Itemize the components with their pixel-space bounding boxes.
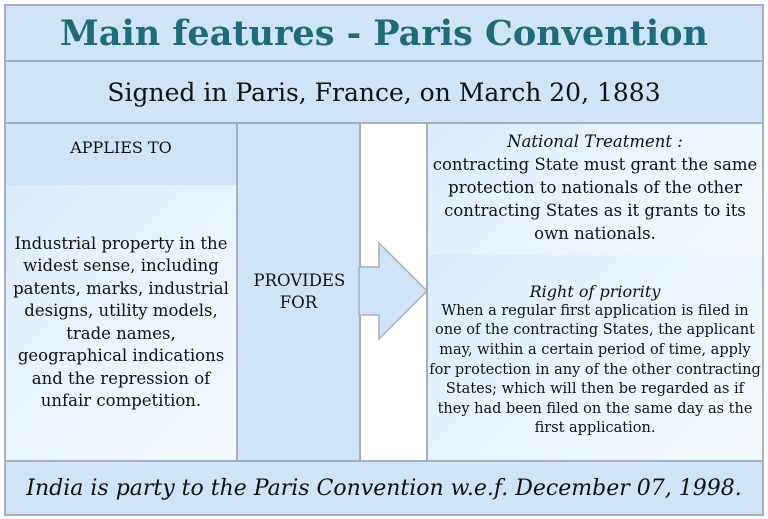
arrow-icon [358, 240, 430, 344]
right-of-priority-panel [426, 255, 764, 462]
provides-for-text: PROVIDES FOR [253, 271, 346, 312]
applies-to-body [4, 185, 238, 462]
footer-note: India is party to the Paris Convention w.e.f. December 07, 1998. [4, 460, 764, 516]
applies-to-text: Industrial property in the widest sense, including patents, marks, industrial designs, utility models, trade names, geographical indications and the repression of unfair competition. [13, 233, 229, 410]
national-treatment-heading: National Treatment : [507, 132, 683, 151]
national-treatment-body: contracting State must grant the same protection to nationals of the other contracting States as it grants to its own nationals. [432, 155, 758, 243]
right-of-priority-heading: Right of priority [529, 282, 661, 302]
signing-info: Signed in Paris, France, on March 20, 1883 [4, 60, 764, 124]
page-title: Main features - Paris Convention [4, 4, 764, 62]
national-treatment-panel [426, 122, 764, 256]
applies-to-heading: APPLIES TO [4, 122, 238, 186]
right-of-priority-body: When a regular first application is filed in one of the contracting States, the applicant may, within a certain period of time, apply for protection in any of the other contracting States; which will then be regarded as if they had been filed on the same day as the first application. [429, 302, 761, 437]
provides-for-label [236, 122, 361, 462]
